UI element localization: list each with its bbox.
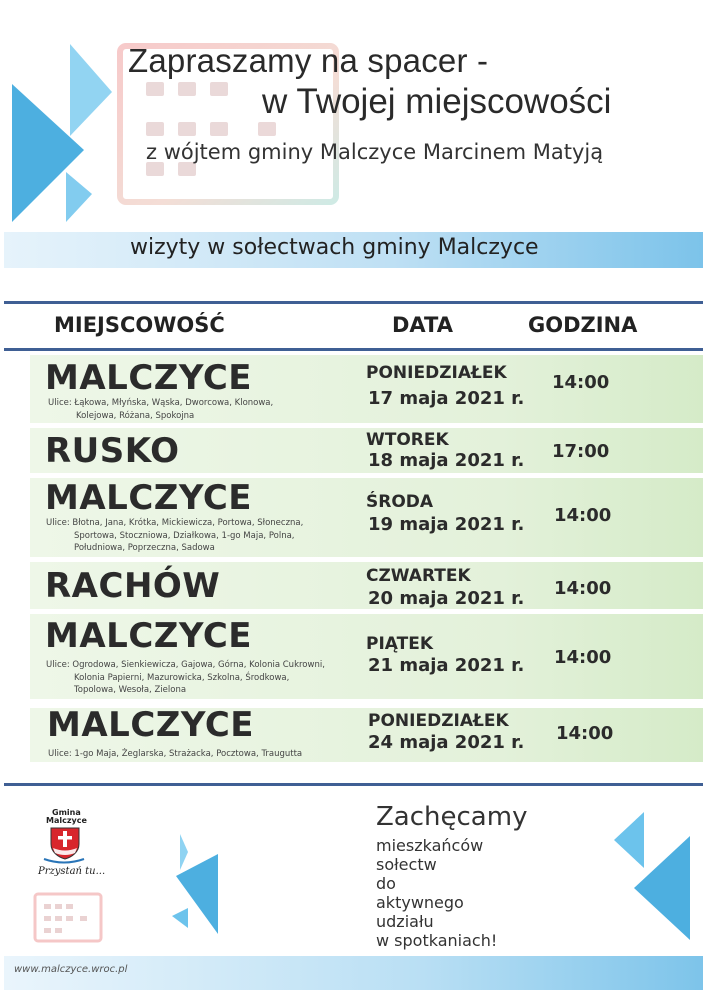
visit-time: 14:00 <box>554 647 612 668</box>
section-band-text: wizyty w sołectwach gminy Malczyce <box>130 235 539 260</box>
calendar-small-icon <box>32 890 104 944</box>
visit-date: 24 maja 2021 r. <box>368 732 525 753</box>
logo-slogan: Przystań tu... <box>38 866 106 877</box>
streets-line: Ulice: Łąkowa, Młyńska, Wąska, Dworcowa, Klonowa, <box>48 398 274 408</box>
visit-date: 17 maja 2021 r. <box>368 388 525 409</box>
invite-line: do <box>376 874 396 893</box>
streets-line: Ulice: Ogrodowa, Sienkiewicza, Gajowa, Górna, Kolonia Cukrowni, <box>46 660 325 670</box>
place-name: MALCZYCE <box>47 705 255 745</box>
visit-date: 19 maja 2021 r. <box>368 514 525 535</box>
visit-date: 20 maja 2021 r. <box>368 588 525 609</box>
visit-time: 17:00 <box>552 441 610 462</box>
column-header-place: MIEJSCOWOŚĆ <box>54 313 225 337</box>
table-bottom-rule <box>4 783 703 786</box>
streets-line: Topolowa, Wesoła, Zielona <box>74 685 187 695</box>
visit-day: CZWARTEK <box>366 566 471 586</box>
visit-day: ŚRODA <box>366 492 434 512</box>
invite-line: w spotkaniach! <box>376 931 498 950</box>
visit-time: 14:00 <box>552 372 610 393</box>
visit-day: PIĄTEK <box>366 634 434 654</box>
streets-list <box>46 659 325 697</box>
triangle-decoration-icon <box>158 830 228 940</box>
streets-line: Ulice: Błotna, Jana, Krótka, Mickiewicza, Portowa, Słoneczna, <box>46 518 304 528</box>
streets-line: Kolejowa, Różana, Spokojna <box>76 410 195 421</box>
footer-url-link[interactable]: www.malczyce.wroc.pl <box>14 964 128 975</box>
place-name: RUSKO <box>45 431 180 471</box>
streets-line: Sportowa, Stoczniowa, Działkowa, 1-go Maja, Polna, <box>74 530 295 541</box>
invite-line: mieszkańców <box>376 836 484 855</box>
triangle-decoration-icon <box>610 808 702 948</box>
table-header-rule <box>4 348 703 351</box>
invite-line: sołectw <box>376 855 437 874</box>
place-name: RACHÓW <box>45 566 221 606</box>
place-name: MALCZYCE <box>45 358 253 398</box>
table-top-rule <box>4 301 703 304</box>
place-name: MALCZYCE <box>45 616 253 656</box>
invite-heading: Zachęcamy <box>376 802 528 832</box>
column-header-date: DATA <box>392 313 454 337</box>
triangle-decoration-icon <box>8 40 118 230</box>
title-line-2: w Twojej miejscowości <box>262 82 612 121</box>
title-line-1: Zapraszamy na spacer - <box>128 42 489 79</box>
visit-time: 14:00 <box>556 723 614 744</box>
logo-name-line-1: Gmina <box>52 808 81 817</box>
place-name: MALCZYCE <box>45 478 253 518</box>
visit-day: WTOREK <box>366 430 449 450</box>
coat-of-arms-icon <box>48 826 82 860</box>
boat-logo-icon <box>42 856 86 866</box>
streets-line: Kolonia Papierni, Mazurowicka, Szkolna, Środkowa, <box>74 672 290 683</box>
logo-name-line-2: Malczyce <box>46 816 87 825</box>
visit-time: 14:00 <box>554 505 612 526</box>
visit-date: 18 maja 2021 r. <box>368 450 525 471</box>
visit-day: PONIEDZIAŁEK <box>368 711 509 731</box>
subtitle: z wójtem gminy Malczyce Marcinem Matyją <box>146 140 604 164</box>
visit-date: 21 maja 2021 r. <box>368 655 525 676</box>
column-header-time: GODZINA <box>528 313 638 337</box>
visit-day: PONIEDZIAŁEK <box>366 363 507 383</box>
invite-line: aktywnego <box>376 893 464 912</box>
invite-line: udziału <box>376 912 434 931</box>
streets-line: Południowa, Poprzeczna, Sadowa <box>74 543 215 553</box>
visit-time: 14:00 <box>554 578 612 599</box>
streets-list <box>46 517 303 555</box>
streets-list <box>48 397 273 422</box>
streets-list <box>48 748 302 761</box>
streets-line: Ulice: 1-go Maja, Żeglarska, Strażacka, Pocztowa, Traugutta <box>48 749 303 759</box>
